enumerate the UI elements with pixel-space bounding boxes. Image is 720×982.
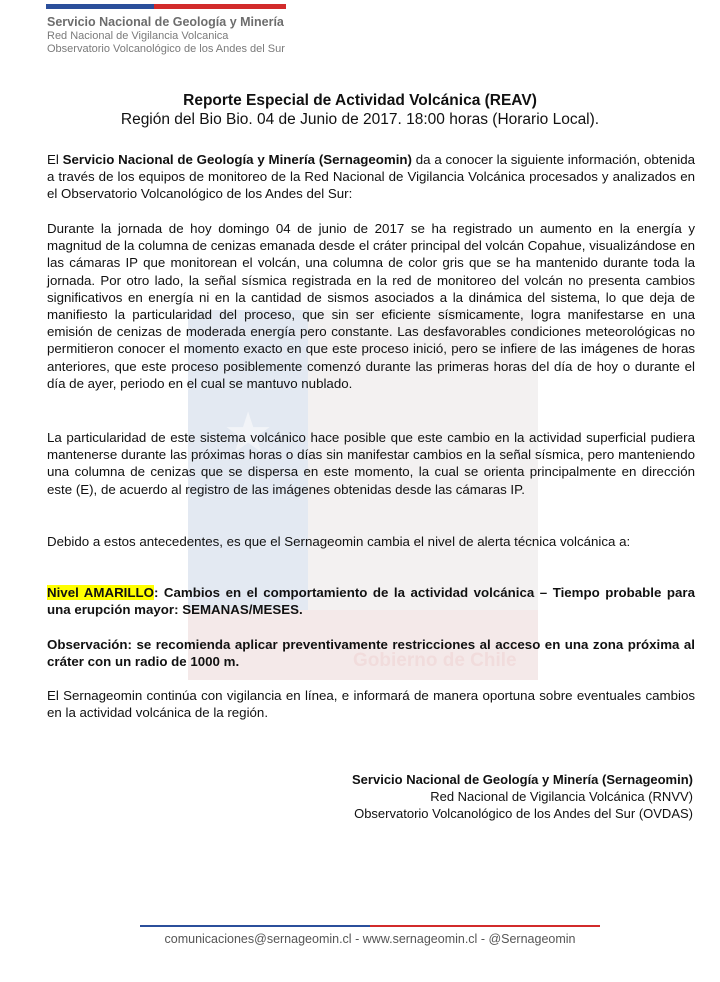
footer-social-link[interactable]: @Sernageomin bbox=[488, 932, 576, 946]
footer-divider bbox=[140, 925, 600, 927]
letterhead-org: Servicio Nacional de Geología y Minería bbox=[47, 15, 284, 29]
signature-network: Red Nacional de Vigilancia Volcánica (RNVV) bbox=[430, 789, 693, 804]
footer-divider-blue bbox=[140, 925, 370, 927]
closing-paragraph: El Sernageomin continúa con vigilancia en línea, e informará de manera oportuna sobre eventuales cambios en la actividad volcánica de la región. bbox=[47, 688, 695, 721]
header-color-bar bbox=[46, 4, 286, 9]
observation-paragraph: Observación: se recomienda aplicar preventivamente restricciones al acceso en una zona próxima al cráter con un radio de 1000 m. bbox=[47, 637, 695, 670]
intro-rest: da a conocer la siguiente información, obtenida a través de los equipos de monitoreo de la Red Nacional de Vigilancia Volcánica procesados y analizados en el Observatorio Volcanológico de los Andes del Sur: bbox=[47, 152, 695, 202]
footer-contact bbox=[0, 932, 720, 946]
watermark-text: Gobierno de Chile bbox=[353, 650, 517, 671]
intro-org-name: Servicio Nacional de Geología y Minería (Sernageomin) bbox=[62, 152, 412, 167]
signature-org: Servicio Nacional de Geología y Minería (Sernageomin) bbox=[352, 772, 693, 787]
report-title: Reporte Especial de Actividad Volcánica (REAV) bbox=[183, 92, 537, 109]
intro-prefix: El bbox=[47, 152, 63, 167]
letterhead-network: Red Nacional de Vigilancia Volcanica bbox=[47, 30, 229, 42]
intro-paragraph bbox=[47, 151, 695, 203]
activity-paragraph: Durante la jornada de hoy domingo 04 de junio de 2017 se ha registrado un aumento en la energía y magnitud de la columna de cenizas emanada desde el cráter principal del volcán Copahue, visualizándose en las cámaras IP que monitorean el volcán, una columna de color gris que se ha mantenido durante toda la jornada. Por otro lado, la señal sísmica registrada en la red de monitoreo del volcán no presenta cambios significativos en energía ni en la cantidad de sismos asociados a la dinámica del sistema, lo que deja de manifiesto la particularidad del proceso, que sin ser eficiente sísmicamente, logra manifestarse en una emisión de cenizas de moderada energía pero constante. Las desfavorables condiciones meteorológicas no permitieron conocer el momento exacto en que este proceso inició, pero se infiere de las imágenes de horas anteriores, que este proceso posiblemente comenzó durante las primeras horas del día de hoy o durante el día de ayer, periodo en el cual se mantuvo nublado. bbox=[47, 221, 695, 391]
report-subtitle: Región del Bio Bio. 04 de Junio de 2017. 18:00 horas (Horario Local). bbox=[120, 111, 600, 128]
footer-website-link[interactable]: www.sernageomin.cl bbox=[362, 932, 478, 946]
particularity-paragraph: La particularidad de este sistema volcánico hace posible que este cambio en la actividad superficial pudiera mantenerse durante las próximas horas o días sin manifestar cambios en la señal sísmica, pero manteniendo una columna de cenizas que se dispersa en este momento, la cual se orienta principalmente en dirección este (E), de acuerdo al registro de las imágenes obtenidas desde las cámaras IP. bbox=[47, 430, 695, 497]
antecedents-paragraph: Debido a estos antecedentes, es que el Sernageomin cambia el nivel de alerta técnica volcánica a: bbox=[47, 534, 631, 549]
footer-divider-red bbox=[370, 925, 600, 927]
letterhead-observatory: Observatorio Volcanológico de los Andes del Sur bbox=[47, 43, 285, 55]
footer-email-link[interactable]: comunicaciones@sernageomin.cl bbox=[164, 932, 352, 946]
alert-paragraph bbox=[47, 584, 695, 618]
letterhead bbox=[47, 15, 285, 56]
star-icon: ★ bbox=[223, 401, 274, 464]
alert-description: : Cambios en el comportamiento de la actividad volcánica – Tiempo probable para una erupción mayor: SEMANAS/MESES. bbox=[47, 585, 695, 618]
signature-observatory: Observatorio Volcanológico de los Andes del Sur (OVDAS) bbox=[354, 806, 693, 821]
footer-separator: - bbox=[351, 932, 363, 946]
header-bar-red bbox=[154, 4, 286, 9]
footer-separator: - bbox=[477, 932, 489, 946]
alert-level-badge: Nivel AMARILLO bbox=[47, 585, 154, 600]
header-bar-blue bbox=[46, 4, 154, 9]
